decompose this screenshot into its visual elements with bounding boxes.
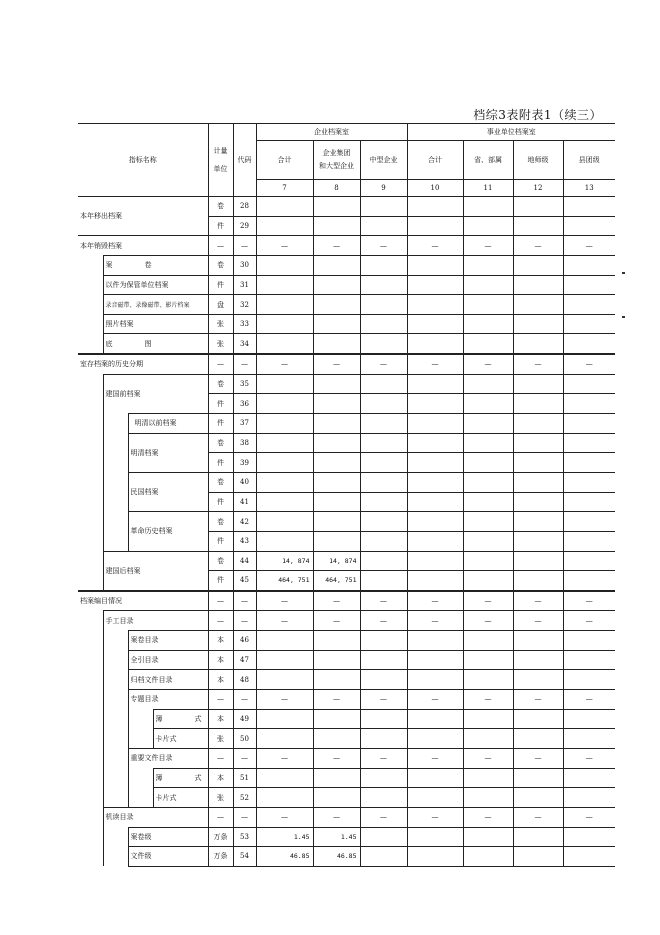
value-cell: — (513, 748, 563, 768)
code-cell: 49 (233, 709, 256, 729)
col-number: 11 (463, 180, 513, 197)
table-row (78, 197, 615, 217)
row-label: 簿 式 (153, 768, 208, 788)
value-cell: — (407, 807, 463, 827)
row-label-minguo: 民国档案 (128, 472, 208, 511)
value-cell: — (463, 354, 513, 374)
value-cell: — (313, 591, 360, 611)
table-row (78, 788, 615, 808)
table-row (78, 236, 615, 256)
table-row (78, 670, 615, 690)
row-label: 全引目录 (128, 650, 208, 670)
statistics-table (78, 123, 615, 867)
table-row (78, 827, 615, 847)
row-label: 录音磁带、录像磁带、影片档案 (103, 295, 208, 315)
col-number: 13 (563, 180, 615, 197)
code-cell: 51 (233, 768, 256, 788)
code-cell: 28 (233, 197, 256, 217)
col-header-group-line2: 和大型企业 (319, 162, 355, 170)
code-cell: 53 (233, 827, 256, 847)
unit-cell: — (208, 807, 233, 827)
code-cell: 43 (233, 531, 256, 551)
value-cell: — (360, 354, 407, 374)
value-cell: — (563, 236, 615, 256)
row-label: 文件级 (128, 847, 208, 867)
value-cell: — (313, 611, 360, 631)
value-cell: — (407, 591, 463, 611)
value-cell: — (513, 236, 563, 256)
row-label-machine: 机读目录 (103, 807, 208, 827)
table-row (78, 847, 615, 867)
col-header-medium: 中型企业 (360, 141, 407, 180)
unit-header-bottom: 单位 (213, 165, 228, 173)
row-label: 照片档案 (103, 314, 208, 334)
value-cell: 46.85 (313, 847, 360, 867)
row-label-transfer: 本年移出档案 (78, 197, 208, 236)
table-row (78, 611, 615, 631)
unit-cell: — (208, 690, 233, 710)
row-label-geming: 革命历史档案 (128, 512, 208, 551)
unit-cell: 件 (208, 275, 233, 295)
unit-cell: 万条 (208, 847, 233, 867)
value-cell: — (407, 354, 463, 374)
value-cell: 14, 874 (313, 551, 360, 571)
row-label-mingqing: 明清档案 (128, 433, 208, 472)
unit-cell: 卷 (208, 255, 233, 275)
table-row (78, 729, 615, 749)
unit-cell: — (208, 611, 233, 631)
code-cell: 34 (233, 334, 256, 354)
value-cell: — (563, 611, 615, 631)
value-cell: — (463, 807, 513, 827)
row-label: 卡片式 (153, 788, 208, 808)
value-cell: — (360, 236, 407, 256)
table-row (78, 354, 615, 374)
value-cell: — (463, 591, 513, 611)
institution-group-header: 事业单位档案室 (407, 124, 615, 141)
row-label-history: 室存档案的历史分期 (78, 354, 208, 374)
unit-cell: 张 (208, 729, 233, 749)
value-cell: — (313, 807, 360, 827)
value-cell: — (563, 354, 615, 374)
table-row (78, 295, 615, 315)
col-number: 9 (360, 180, 407, 197)
value-cell: — (463, 748, 513, 768)
table-row (78, 255, 615, 275)
unit-cell: — (208, 591, 233, 611)
unit-cell: 件 (208, 453, 233, 473)
code-header: 代码 (233, 124, 256, 197)
value-cell: — (256, 807, 313, 827)
value-cell: 14, 874 (256, 551, 313, 571)
value-cell: — (563, 690, 615, 710)
value-cell: — (407, 611, 463, 631)
code-cell: 54 (233, 847, 256, 867)
row-label-key: 重要文件目录 (128, 748, 208, 768)
unit-cell: 盘 (208, 295, 233, 315)
code-cell: 31 (233, 275, 256, 295)
value-cell: 46.85 (256, 847, 313, 867)
value-cell: — (256, 591, 313, 611)
row-label: 案 卷 (103, 255, 208, 275)
value-cell: — (407, 690, 463, 710)
col-header-total: 合计 (256, 141, 313, 180)
value-cell: — (407, 748, 463, 768)
code-cell: 47 (233, 650, 256, 670)
unit-cell: 卷 (208, 374, 233, 394)
value-cell: — (513, 611, 563, 631)
code-cell: — (233, 236, 256, 256)
row-label-post: 建国后档案 (103, 551, 208, 591)
header-row (78, 124, 615, 141)
code-cell: 52 (233, 788, 256, 808)
value-cell: — (256, 354, 313, 374)
col-header-group-line1: 企业集团 (322, 149, 351, 158)
table-row (78, 650, 615, 670)
value-cell: — (563, 748, 615, 768)
unit-cell: — (208, 354, 233, 374)
row-label-catalog: 档案编目情况 (78, 591, 208, 611)
value-cell: — (563, 807, 615, 827)
unit-cell: 本 (208, 768, 233, 788)
value-cell: 464, 751 (256, 571, 313, 591)
code-cell: 48 (233, 670, 256, 690)
col-number: 7 (256, 180, 313, 197)
value-cell: — (313, 354, 360, 374)
table-row (78, 433, 615, 453)
unit-cell: — (208, 236, 233, 256)
unit-cell: — (208, 748, 233, 768)
unit-cell: 卷 (208, 472, 233, 492)
code-cell: 46 (233, 631, 256, 651)
value-cell: — (563, 591, 615, 611)
table-row (78, 334, 615, 354)
value-cell: 464, 751 (313, 571, 360, 591)
unit-cell: 张 (208, 314, 233, 334)
unit-cell: 件 (208, 492, 233, 512)
table-row (78, 631, 615, 651)
unit-cell: 卷 (208, 551, 233, 571)
unit-cell: 张 (208, 788, 233, 808)
table-row (78, 807, 615, 827)
value-cell: — (313, 748, 360, 768)
value-cell: — (407, 236, 463, 256)
code-cell: 33 (233, 314, 256, 334)
unit-cell: 张 (208, 334, 233, 354)
value-cell: — (360, 690, 407, 710)
unit-cell: 件 (208, 394, 233, 414)
table-row (78, 414, 615, 434)
enterprise-group-header: 企业档案室 (256, 124, 407, 141)
code-cell: 38 (233, 433, 256, 453)
value-cell: — (256, 690, 313, 710)
code-cell: 30 (233, 255, 256, 275)
page-title: 档综3表附表1（续三） (473, 108, 602, 122)
table-row (78, 690, 615, 710)
table-row (78, 314, 615, 334)
code-cell: 35 (233, 374, 256, 394)
col-number: 8 (313, 180, 360, 197)
table-row (78, 374, 615, 394)
value-cell: — (513, 807, 563, 827)
unit-header (208, 124, 233, 197)
value-cell: — (256, 611, 313, 631)
table-row (78, 551, 615, 571)
row-label-manual: 手工目录 (103, 611, 208, 631)
col-header-group (313, 141, 360, 180)
value-cell: — (360, 611, 407, 631)
col-header-county: 县团级 (563, 141, 615, 180)
value-cell: 1.45 (256, 827, 313, 847)
row-label: 案卷级 (128, 827, 208, 847)
value-cell: — (513, 354, 563, 374)
row-label: 明清以前档案 (128, 414, 208, 434)
code-cell: — (233, 748, 256, 768)
row-label-destroy: 本年销毁档案 (78, 236, 208, 256)
code-cell: 41 (233, 492, 256, 512)
table-row (78, 512, 615, 532)
table-row (78, 591, 615, 611)
value-cell: — (313, 690, 360, 710)
value-cell: — (463, 690, 513, 710)
code-cell: 29 (233, 216, 256, 236)
table-row (78, 768, 615, 788)
value-cell: — (463, 611, 513, 631)
code-cell: 40 (233, 472, 256, 492)
value-cell: — (313, 236, 360, 256)
unit-header-top: 计量 (213, 146, 228, 155)
row-label: 案卷目录 (128, 631, 208, 651)
row-label: 卡片式 (153, 729, 208, 749)
value-cell: — (360, 748, 407, 768)
value-cell: — (256, 236, 313, 256)
code-cell: — (233, 690, 256, 710)
code-cell: 37 (233, 414, 256, 434)
unit-cell: 本 (208, 670, 233, 690)
indicator-name-header: 指标名称 (78, 124, 208, 197)
unit-cell: 件 (208, 414, 233, 434)
table-row (78, 472, 615, 492)
scan-speck (622, 272, 625, 274)
code-cell: — (233, 611, 256, 631)
row-label-topic: 专题目录 (128, 690, 208, 710)
value-cell: — (513, 690, 563, 710)
value-cell: — (360, 807, 407, 827)
value-cell: — (463, 236, 513, 256)
value-cell: — (256, 748, 313, 768)
col-header-total2: 合计 (407, 141, 463, 180)
unit-cell: 卷 (208, 512, 233, 532)
value-cell: 1.45 (313, 827, 360, 847)
code-cell: 32 (233, 295, 256, 315)
unit-cell: 本 (208, 650, 233, 670)
row-label: 以件为保管单位档案 (103, 275, 208, 295)
table-row (78, 275, 615, 295)
code-cell: 42 (233, 512, 256, 532)
row-label: 归档文件目录 (128, 670, 208, 690)
code-cell: 44 (233, 551, 256, 571)
code-cell: 36 (233, 394, 256, 414)
unit-cell: 本 (208, 631, 233, 651)
unit-cell: 卷 (208, 197, 233, 217)
col-header-province: 省、部属 (463, 141, 513, 180)
code-cell: — (233, 591, 256, 611)
code-cell: 39 (233, 453, 256, 473)
row-label-pre: 建国前档案 (103, 374, 208, 413)
value-cell: — (513, 591, 563, 611)
scan-speck (622, 316, 625, 318)
code-cell: — (233, 807, 256, 827)
unit-cell: 卷 (208, 433, 233, 453)
unit-cell: 件 (208, 216, 233, 236)
unit-cell: 本 (208, 709, 233, 729)
code-cell: 50 (233, 729, 256, 749)
col-number: 12 (513, 180, 563, 197)
row-label: 簿 式 (153, 709, 208, 729)
unit-cell: 件 (208, 531, 233, 551)
value-cell: — (360, 591, 407, 611)
unit-cell: 万条 (208, 827, 233, 847)
row-label: 底 图 (103, 334, 208, 354)
code-cell: — (233, 354, 256, 374)
table-row (78, 709, 615, 729)
col-number: 10 (407, 180, 463, 197)
table-row (78, 748, 615, 768)
code-cell: 45 (233, 571, 256, 591)
col-header-prefecture: 地师级 (513, 141, 563, 180)
unit-cell: 件 (208, 571, 233, 591)
